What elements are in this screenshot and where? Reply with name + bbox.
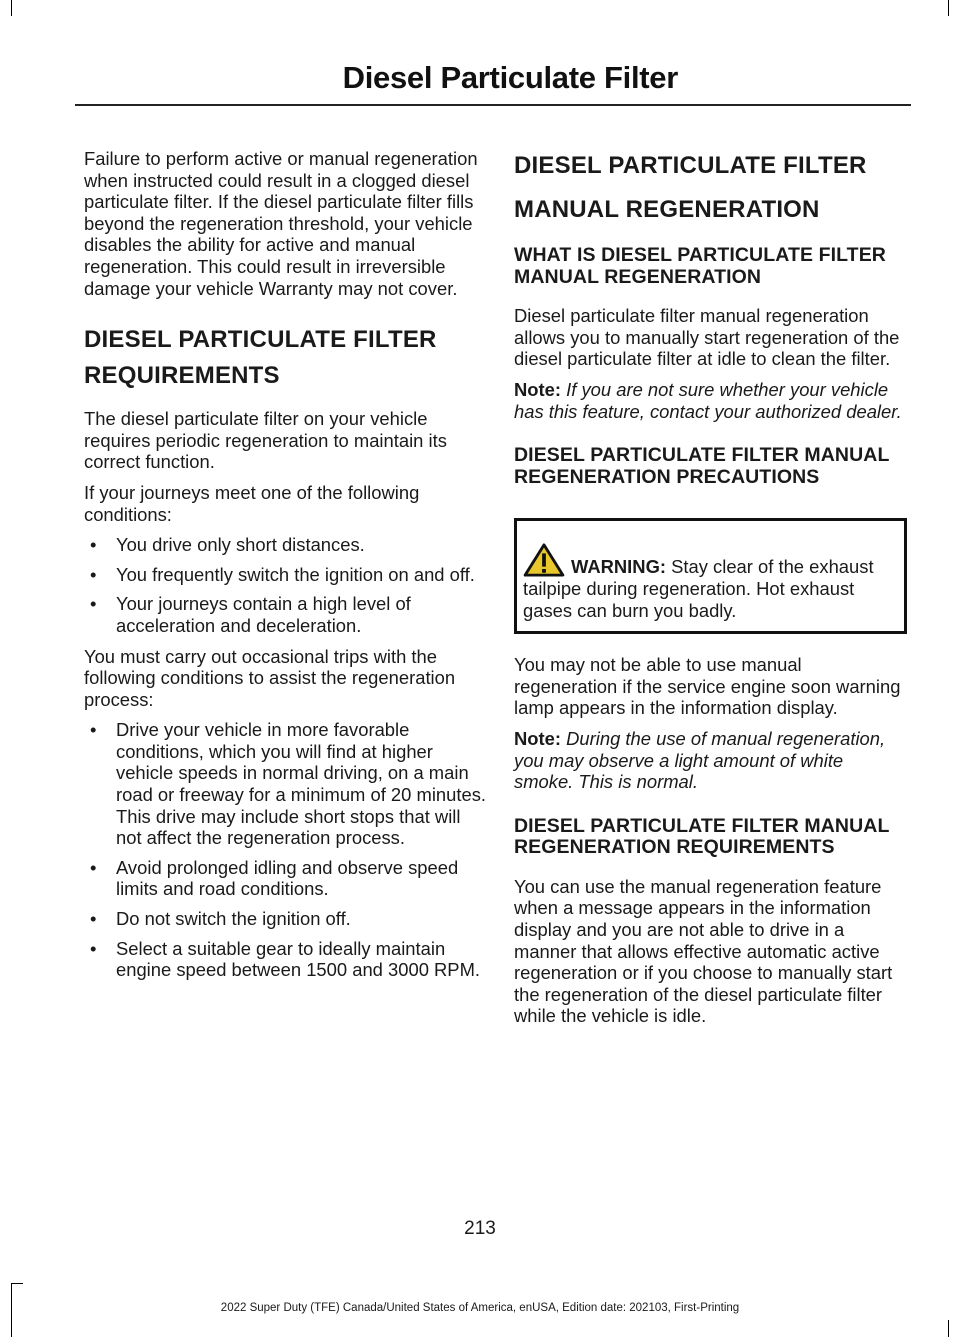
list-item: • Drive your vehicle in more favorable conditions, which you will find at higher vehicle speeds in normal driving, on a main road or freeway for a minimum of 20 minutes. This drive may include short stops that will not affect the regeneration process. — [84, 719, 486, 849]
warning-text: Stay clear of the exhaust tailpipe during regeneration. Hot exhaust gases can burn you badly. — [523, 556, 874, 621]
crop-mark — [948, 0, 949, 16]
list-item: • Do not switch the ignition off. — [84, 908, 486, 930]
section-heading-line2: REQUIREMENTS — [84, 362, 280, 390]
conditions-paragraph: If your journeys meet one of the following conditions: — [84, 481, 420, 525]
warning-triangle-icon — [523, 543, 565, 577]
page-number: 213 — [464, 1218, 496, 1239]
crop-mark — [11, 0, 12, 16]
warning-label: WARNING: — [571, 556, 667, 578]
subheading-what-is: WHAT IS DIESEL PARTICULATE FILTER MANUAL REGENERATION — [514, 244, 886, 288]
crop-mark — [11, 1283, 23, 1284]
subheading-precautions: DIESEL PARTICULATE FILTER MANUAL REGENERATION PRECAUTIONS — [514, 444, 890, 488]
footer-edition-info: 2022 Super Duty (TFE) Canada/United States of America, enUSA, Edition date: 202103, First-Printing — [220, 1302, 740, 1314]
list-item: • Your journeys contain a high level of acceleration and deceleration. — [84, 593, 486, 636]
note-text: If you are not sure whether your vehicle has this feature, contact your authorized dealer. — [514, 378, 902, 422]
note-label: Note: — [514, 378, 561, 400]
left-column — [84, 148, 486, 990]
crop-mark — [948, 1320, 949, 1337]
list-item: • Avoid prolonged idling and observe speed limits and road conditions. — [84, 857, 486, 900]
subheading-requirements: DIESEL PARTICULATE FILTER MANUAL REGENERATION REQUIREMENTS — [514, 814, 890, 859]
precautions-paragraph: You may not be able to use manual regeneration if the service engine soon warning lamp appears in the information display. — [514, 654, 901, 719]
page-header-title: Diesel Particulate Filter — [342, 60, 678, 95]
section-heading-line1: DIESEL PARTICULATE FILTER — [514, 152, 867, 179]
requirements-paragraph: The diesel particulate filter on your vehicle requires periodic regeneration to maintain its correct function. — [84, 408, 447, 473]
trips-paragraph: You must carry out occasional trips with the following conditions to assist the regeneration process: — [84, 645, 456, 710]
conditions-list — [84, 534, 486, 636]
section-heading-line2: MANUAL REGENERATION — [514, 196, 820, 223]
list-item: • You frequently switch the ignition on and off. — [84, 564, 486, 586]
intro-paragraph: Failure to perform active or manual regeneration when instructed could result in a clogged diesel particulate filter. If the diesel particulate filter fills beyond the regeneration threshold, your vehicle disables the ability for active and manual regeneration. This could result in irreversible damage your vehicle Warranty may not cover. — [84, 148, 478, 299]
note-feature — [514, 379, 907, 422]
note-smoke — [514, 728, 907, 793]
trip-conditions-list — [84, 719, 486, 981]
warning-box — [514, 518, 907, 634]
note-label: Note: — [514, 727, 561, 749]
requirements-paragraph: You can use the manual regeneration feature when a message appears in the information display and you are not able to drive in a manner that allows effective automatic active regeneration or if you choose to manually start the regeneration of the diesel particulate filter while the vehicle is idle. — [514, 875, 893, 1027]
list-item: • Select a suitable gear to ideally maintain engine speed between 1500 and 3000 RPM. — [84, 938, 486, 981]
what-is-paragraph: Diesel particulate filter manual regeneration allows you to manually start regeneration of the diesel particulate filter at idle to clean the filter. — [514, 305, 900, 370]
note-text: During the use of manual regeneration, you may observe a light amount of white smoke. This is normal. — [514, 727, 886, 793]
section-heading-line1: DIESEL PARTICULATE FILTER — [84, 326, 437, 354]
list-item: • You drive only short distances. — [84, 534, 486, 556]
header-rule — [75, 104, 911, 106]
right-column — [514, 148, 907, 1036]
